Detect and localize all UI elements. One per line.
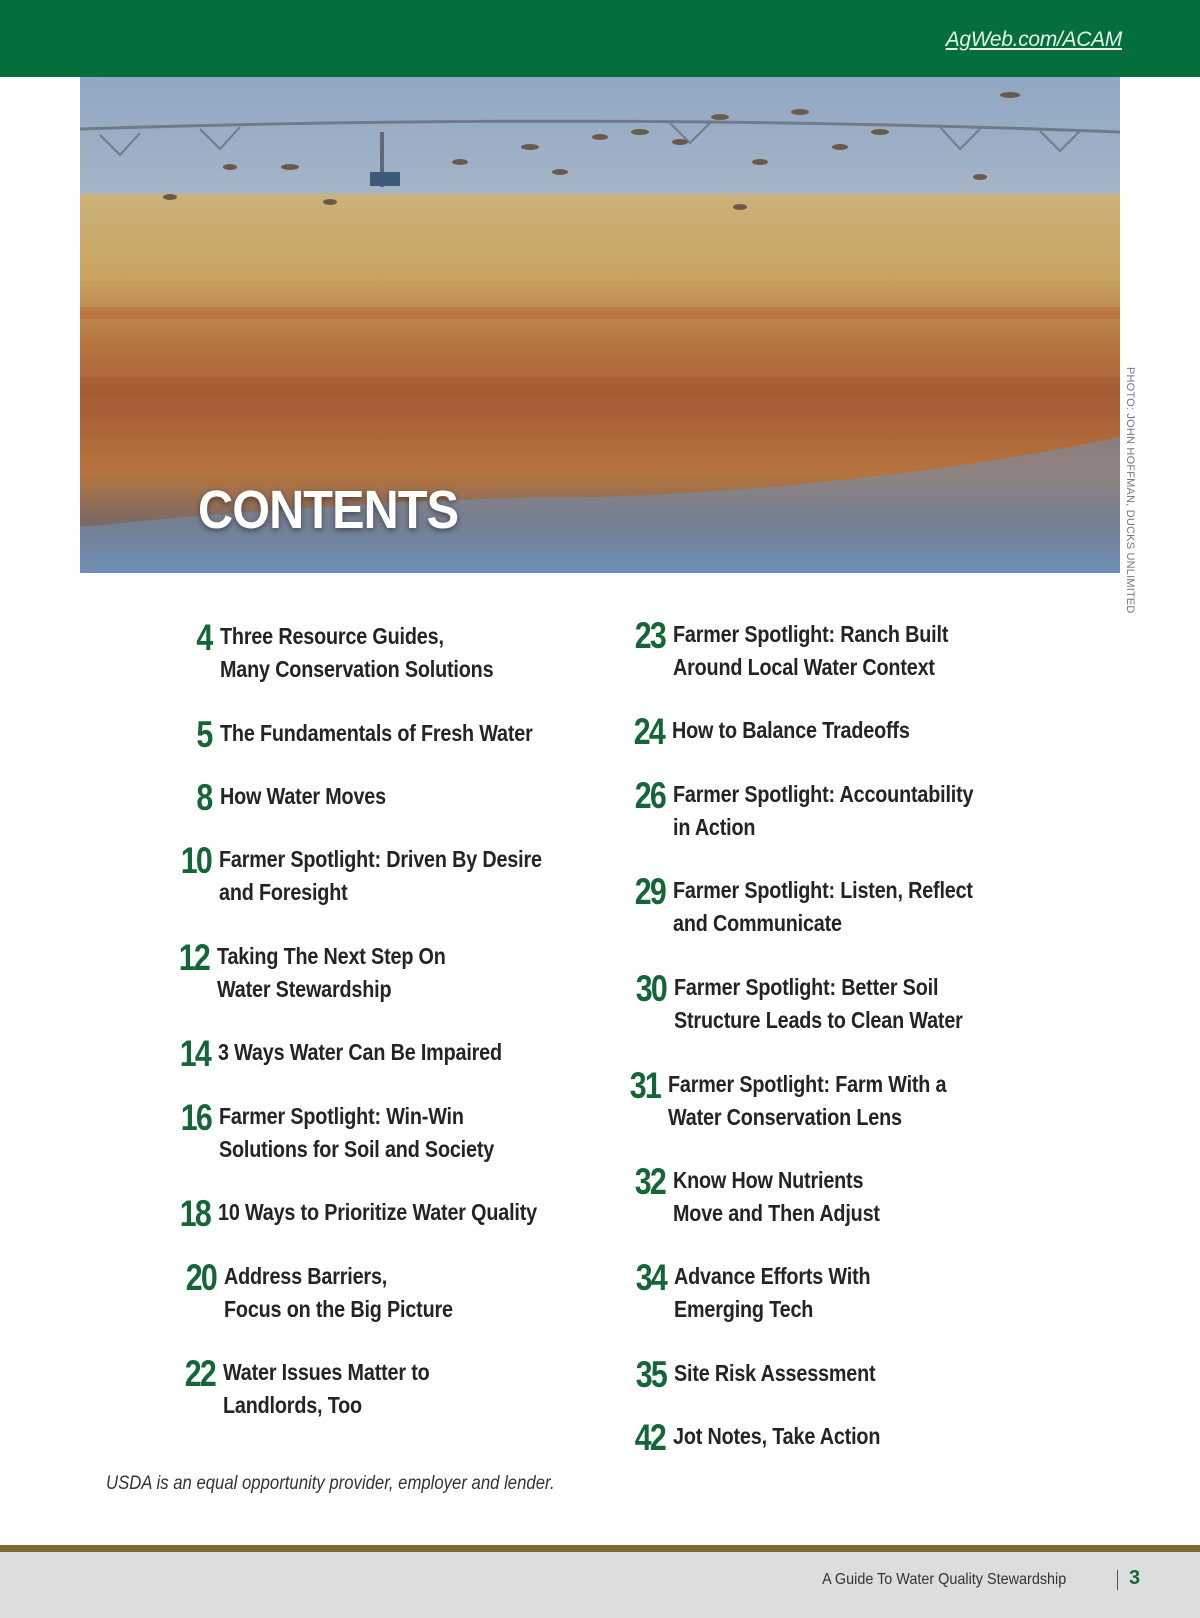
toc-title: Farmer Spotlight: Win-Win Solutions for Soil and Society [219,1103,495,1162]
toc-page-number: 32 [634,1161,665,1202]
top-banner [0,0,1200,77]
toc-title: Farmer Spotlight: Better Soil Structure Leads to Clean Water [674,974,963,1033]
toc-page-number: 34 [635,1257,666,1298]
toc-title: How Water Moves [220,783,386,809]
toc-title: The Fundamentals of Fresh Water [220,720,533,746]
toc-page-number: 30 [635,968,666,1009]
hero-photo [80,77,1120,573]
toc-title: How to Balance Tradeoffs [672,717,910,743]
photo-credit: PHOTO: JOHN HOFFMAN, DUCKS UNLIMITED [1124,367,1136,614]
toc-title: Three Resource Guides, Many Conservation Solutions [220,623,494,682]
toc-page-number: 5 [196,714,212,755]
toc-page-number: 22 [184,1353,215,1394]
toc-title: Farmer Spotlight: Farm With a Water Conservation Lens [668,1071,947,1130]
toc-title: Water Issues Matter to Landlords, Too [223,1359,430,1418]
contents-title: CONTENTS [198,480,459,540]
footer-rule [0,1545,1200,1552]
toc-page-number: 24 [633,711,664,752]
toc-title: Farmer Spotlight: Driven By Desire and Foresight [219,846,542,905]
site-link[interactable]: AgWeb.com/ACAM [945,28,1122,51]
toc-page-number: 31 [629,1065,660,1106]
toc-page-number: 26 [634,775,665,816]
toc-page-number: 4 [196,617,212,658]
toc-title: Advance Efforts With Emerging Tech [674,1263,871,1322]
page-number: 3 [1129,1567,1141,1589]
toc-page-number: 18 [179,1193,210,1234]
toc-page-number: 12 [178,937,209,978]
toc-page-number: 14 [179,1033,210,1074]
toc-title: Farmer Spotlight: Listen, Reflect and Communicate [673,877,973,936]
toc-title: Taking The Next Step On Water Stewardship [217,943,446,1002]
toc-page-number: 35 [635,1354,666,1395]
toc-page-number: 23 [634,615,665,656]
toc-title: 3 Ways Water Can Be Impaired [218,1039,502,1065]
toc-title: 10 Ways to Prioritize Water Quality [218,1199,537,1225]
toc-title: Farmer Spotlight: Accountability in Action [673,781,974,840]
toc-title: Know How Nutrients Move and Then Adjust [673,1167,880,1226]
footer-divider [1117,1570,1118,1590]
usda-disclaimer: USDA is an equal opportunity provider, employer and lender. [106,1473,555,1494]
toc-page-number: 16 [180,1097,211,1138]
toc-page-number: 20 [185,1257,216,1298]
toc-title: Site Risk Assessment [674,1360,876,1386]
toc-page-number: 10 [180,840,211,881]
toc-title: Farmer Spotlight: Ranch Built Around Local Water Context [673,621,949,680]
toc-title: Jot Notes, Take Action [673,1423,881,1449]
toc-page-number: 42 [634,1417,665,1458]
footer-guide-title: A Guide To Water Quality Stewardship [821,1571,1066,1588]
toc-page-number: 8 [196,777,212,818]
toc-page-number: 29 [634,871,665,912]
toc-title: Address Barriers, Focus on the Big Picture [224,1263,453,1322]
